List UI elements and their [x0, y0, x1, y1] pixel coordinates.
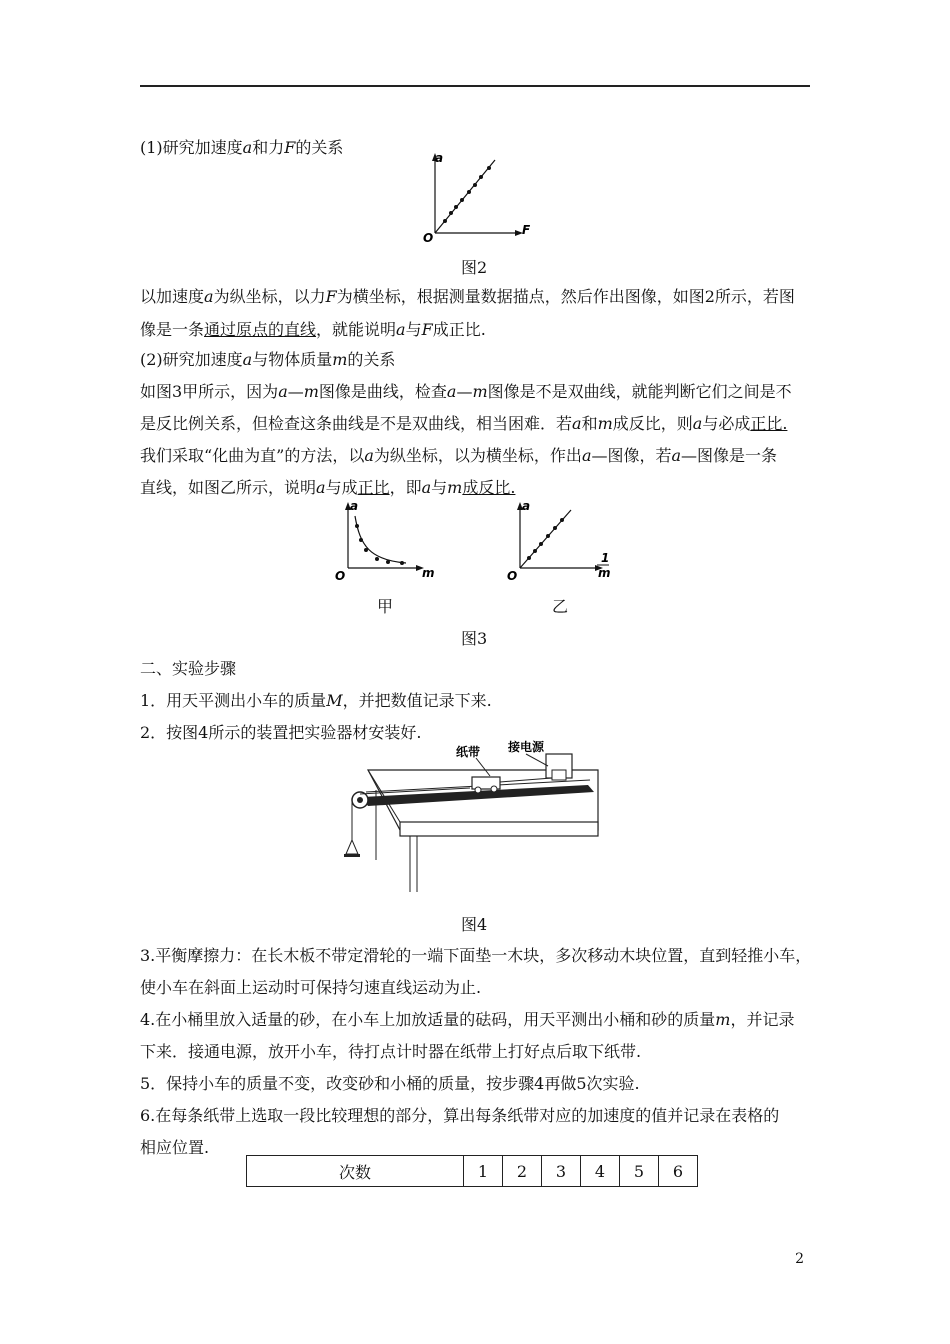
- bucket: [346, 840, 358, 854]
- step-1: 1．用天平测出小车的质量M，并把数值记录下来.: [140, 691, 492, 710]
- jia-xlabel: m: [422, 566, 435, 580]
- figure-3-yi-graph: [505, 498, 620, 588]
- table-cell: 6: [659, 1156, 698, 1187]
- table-cell: 5: [620, 1156, 659, 1187]
- power-label: 接电源: [508, 740, 545, 754]
- table-header-cell: 次数: [247, 1156, 464, 1187]
- table-cell: 1: [464, 1156, 503, 1187]
- step-4-line1: 4.在小桶里放入适量的砂，在小车上加放适量的砝码，用天平测出小桶和砂的质量m，并记录: [140, 1010, 795, 1029]
- figure-2-graph: [415, 150, 545, 245]
- jia-ylabel: a: [350, 499, 359, 513]
- table-cell: 4: [581, 1156, 620, 1187]
- p2-line3: 我们采取“化曲为直”的方法，以a为纵坐标，以为横坐标，作出a—图像，若a—图像是一条: [140, 446, 778, 465]
- step-4-line2: 下来．接通电源，放开小车，待打点计时器在纸带上打好点后取下纸带.: [140, 1042, 642, 1061]
- p2-line2: 是反比例关系，但检查这条曲线是不是双曲线，相当困难．若a和m成反比，则a与必成正比.: [140, 414, 788, 433]
- yi-xlabel-num: 1: [601, 551, 610, 565]
- step-3-line2: 使小车在斜面上运动时可保持匀速直线运动为止.: [140, 978, 482, 997]
- p2-line4: 直线，如图乙所示，说明a与成正比，即a与m成反比.: [140, 478, 516, 497]
- table-row: [247, 1156, 698, 1187]
- yi-xlabel-den: m: [598, 566, 611, 580]
- header-rule: [140, 85, 810, 87]
- section1-title: (1)研究加速度a和力F的关系: [140, 138, 344, 157]
- yi-ylabel: a: [522, 499, 531, 513]
- figure-4-apparatus: [340, 740, 605, 900]
- fig2-ylabel: a: [435, 151, 444, 165]
- figure-4-caption: 图4: [461, 915, 488, 934]
- p1-line2: 像是一条通过原点的直线，就能说明a与F成正比.: [140, 320, 486, 339]
- table-cell: 3: [542, 1156, 581, 1187]
- step-5: 5．保持小车的质量不变，改变砂和小桶的质量，按步骤4再做5次实验.: [140, 1074, 640, 1093]
- yi-origin: O: [507, 569, 518, 583]
- figure-2-caption: 图2: [461, 258, 488, 277]
- jia-data-points: [355, 524, 404, 565]
- jia-origin: O: [335, 569, 346, 583]
- figure-3-jia-graph: [330, 498, 440, 588]
- figure-3-caption: 图3: [461, 629, 488, 648]
- p2-line1: 如图3甲所示，因为a—m图像是曲线，检查a—m图像是不是双曲线，就能判断它们之间是不: [140, 382, 792, 401]
- step-3-line1: 3.平衡摩擦力：在长木板不带定滑轮的一端下面垫一木块，多次移动木块位置，直到轻推小车，: [140, 946, 812, 965]
- step-6-line2: 相应位置.: [140, 1138, 210, 1157]
- tape-label: 纸带: [456, 745, 481, 759]
- page-number: 2: [795, 1251, 804, 1267]
- data-table: [246, 1155, 698, 1187]
- fig2-xlabel: F: [522, 223, 531, 237]
- p1-line1: 以加速度a为纵坐标，以力F为横坐标，根据测量数据描点，然后作出图像，如图2所示，若图: [140, 287, 795, 306]
- step-6-line1: 6.在每条纸带上选取一段比较理想的部分，算出每条纸带对应的加速度的值并记录在表格的: [140, 1106, 780, 1125]
- fig3-yi-caption: 乙: [552, 597, 569, 616]
- section2-title: (2)研究加速度a与物体质量m的关系: [140, 350, 396, 369]
- fig2-origin: O: [423, 231, 434, 245]
- fig3-jia-caption: 甲: [377, 597, 394, 616]
- table-cell: 2: [503, 1156, 542, 1187]
- steps-heading: 二、实验步骤: [140, 659, 237, 678]
- step-2: 2．按图4所示的装置把实验器材安装好.: [140, 723, 422, 742]
